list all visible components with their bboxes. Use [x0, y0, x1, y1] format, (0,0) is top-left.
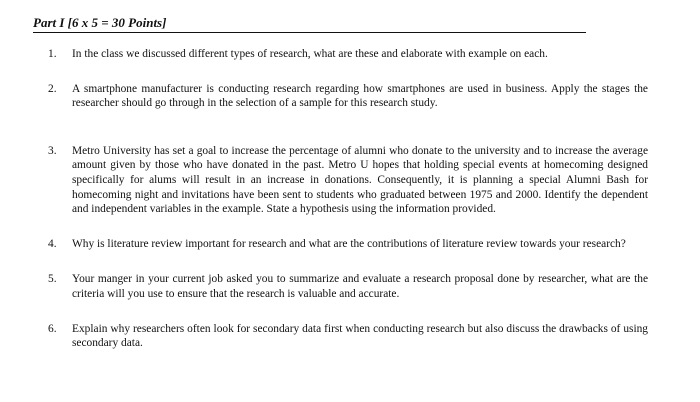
part-title: Part I [6 x 5 = 30 Points] — [33, 15, 167, 30]
question-item — [48, 144, 648, 217]
question-item — [48, 237, 648, 252]
question-text: Your manger in your current job asked you to summarize and evaluate a research proposal done by researcher, what are the criteria will you use to ensure that the research is valuable and accurate. — [72, 273, 648, 300]
question-item — [48, 322, 648, 351]
question-number: 5. — [48, 273, 57, 286]
question-item — [48, 82, 648, 111]
question-number: 2. — [48, 82, 57, 95]
question-item — [48, 272, 648, 301]
question-number: 4. — [48, 237, 57, 250]
question-text: In the class we discussed different types of research, what are these and elaborate with example on each. — [72, 48, 548, 60]
question-text: Metro University has set a goal to increase the percentage of alumni who donate to the university and to increase the average amount given by those who have donated in the past. Metro U hopes that holding special events at homecoming designed specifically for alums will result in an increase in donations. Consequently, it is planning a special Alumni Bash for homecoming night and invitations have been sent to students who graduated between 1975 and 2000. Identify the dependent and independent variables in the example. State a hypothesis using the information provided. — [72, 144, 648, 216]
question-text: A smartphone manufacturer is conducting research regarding how smartphones are used in business. Apply the stages the researcher should go through in the selection of a sample for this research study. — [72, 82, 648, 110]
part-header — [33, 14, 586, 33]
question-list — [48, 47, 648, 351]
question-number: 3. — [48, 144, 57, 157]
question-number: 6. — [48, 322, 57, 335]
question-text: Why is literature review important for research and what are the contributions of literature review towards your research? — [72, 237, 626, 250]
question-text: Explain why researchers often look for secondary data first when conducting research but also discuss the drawbacks of using secondary data. — [72, 322, 648, 350]
question-number: 1. — [48, 48, 57, 60]
question-item — [48, 47, 648, 62]
